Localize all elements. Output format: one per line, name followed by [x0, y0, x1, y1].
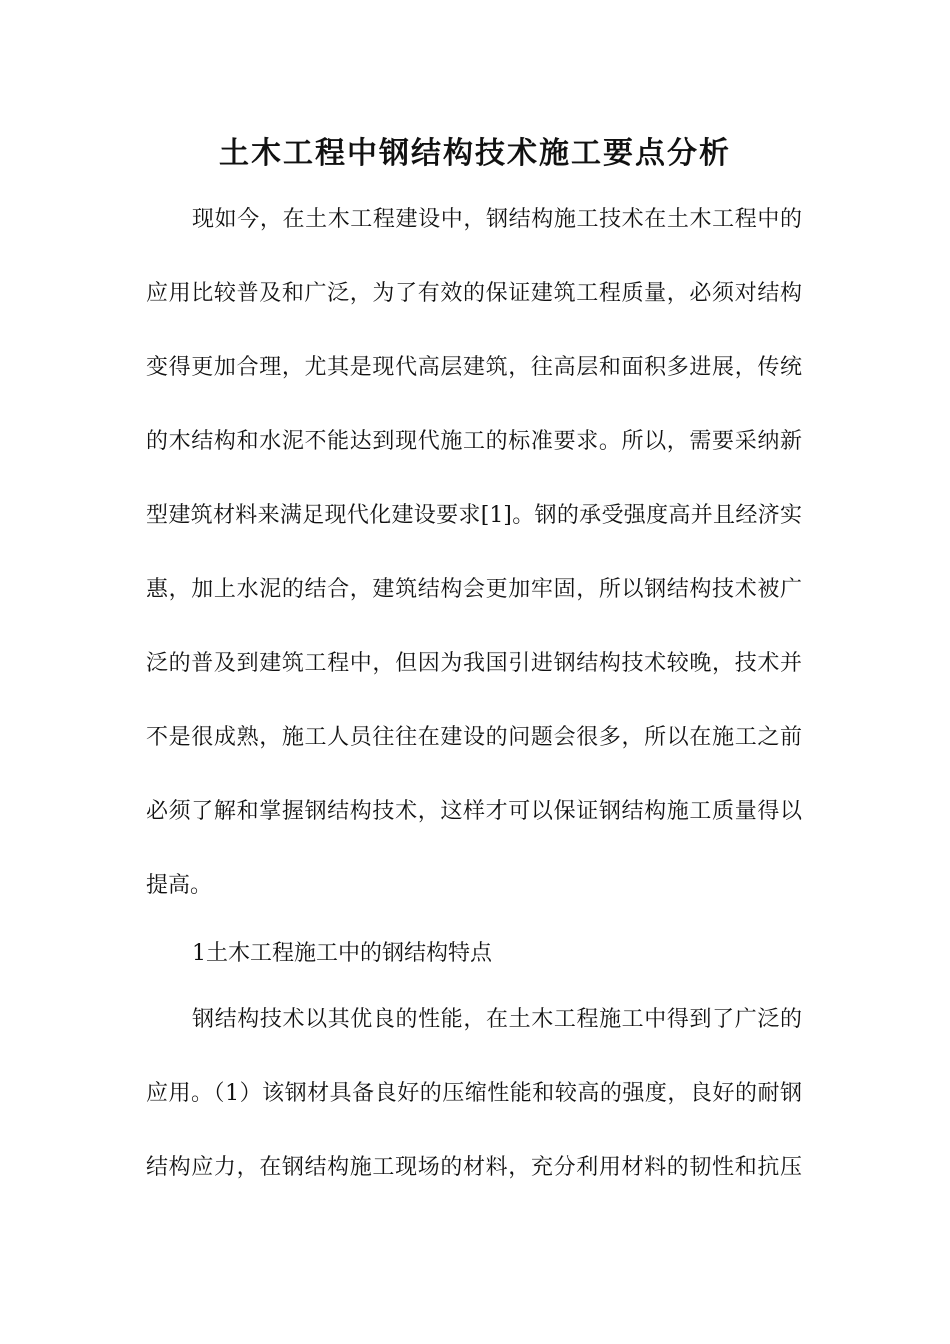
- paragraph-line: 钢结构技术以其优良的性能，在土木工程施工中得到了广泛的: [192, 1007, 802, 1032]
- paragraph-line: 不是很成熟，施工人员往往在建设的问题会很多，所以在施工之前: [146, 725, 802, 750]
- paragraph-line: 型建筑材料来满足现代化建设要求[1]。钢的承受强度高并且经济实: [146, 503, 802, 528]
- paragraph-line: 变得更加合理，尤其是现代高层建筑，往高层和面积多进展，传统: [146, 355, 802, 380]
- paragraph-line: 现如今，在土木工程建设中，钢结构施工技术在土木工程中的: [192, 207, 802, 232]
- paragraph-line: 泛的普及到建筑工程中，但因为我国引进钢结构技术较晚，技术并: [146, 651, 802, 676]
- paragraph-line: 惠，加上水泥的结合，建筑结构会更加牢固，所以钢结构技术被广: [146, 577, 802, 602]
- paragraph-line: 应用比较普及和广泛，为了有效的保证建筑工程质量，必须对结构: [146, 281, 802, 306]
- paragraph-line: 提高。: [146, 873, 213, 898]
- paragraph-line: 的木结构和水泥不能达到现代施工的标准要求。所以，需要采纳新: [146, 429, 802, 454]
- paragraph-line: 应用。（1）该钢材具备良好的压缩性能和较高的强度，良好的耐钢: [146, 1081, 802, 1106]
- paragraph-line: 结构应力，在钢结构施工现场的材料，充分利用材料的韧性和抗压: [146, 1155, 802, 1180]
- section-heading: 1土木工程施工中的钢结构特点: [192, 941, 492, 966]
- paragraph-line: 必须了解和掌握钢结构技术，这样才可以保证钢结构施工质量得以: [146, 799, 802, 824]
- document-title: 土木工程中钢结构技术施工要点分析: [219, 136, 731, 171]
